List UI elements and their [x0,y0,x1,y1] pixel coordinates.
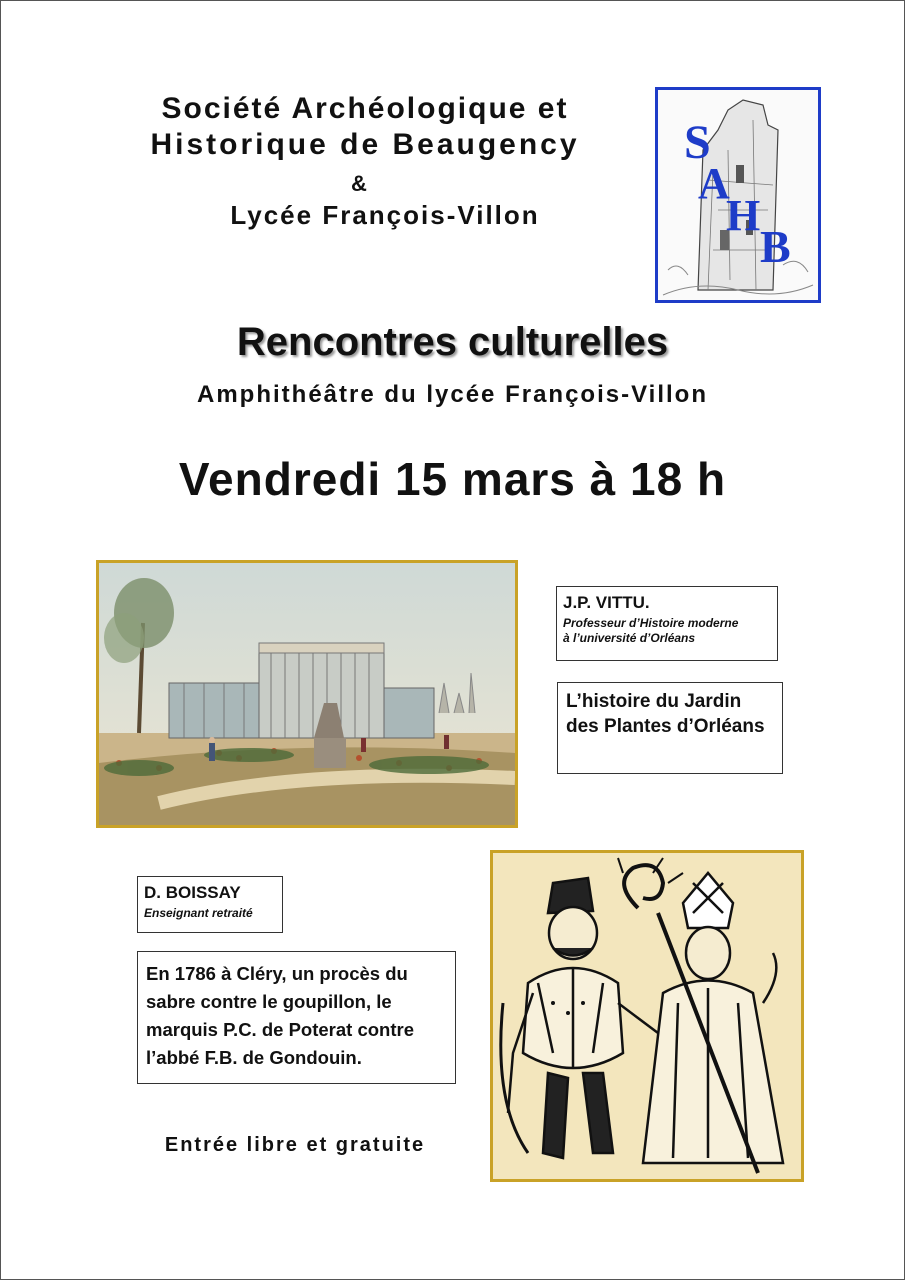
talk-title-line: sabre contre le goupillon, le [146,991,392,1012]
speaker-name: J.P. VITTU. [563,593,650,612]
speaker-role-line2: à l’université d’Orléans [563,631,696,645]
jardin-des-plantes-illustration [96,560,518,828]
speaker-role: Enseignant retraité [144,906,253,920]
event-title: Rencontres culturelles [236,320,669,364]
speaker-role-line1: Professeur d’Histoire moderne [563,616,739,630]
speaker-name: D. BOISSAY [144,883,241,902]
talk-title-line: marquis P.C. de Poterat contre [146,1019,414,1040]
event-date: Vendredi 15 mars à 18 h [178,453,727,505]
speaker-card-boissay [137,876,283,933]
caricature-illustration [490,850,804,1182]
talk-title-line2: des Plantes d’Orléans [566,716,765,737]
talk-title-line: En 1786 à Cléry, un procès du [146,963,408,984]
event-venue: Amphithéâtre du lycée François-Villon [197,381,708,408]
speaker-card-vittu [556,586,778,661]
talk-title-line1: L’histoire du Jardin [566,691,742,712]
logo-letter-h: H [726,191,761,240]
logo-letter-s: S [684,116,711,169]
ampersand: & [351,171,369,196]
lycee-name: Lycée François-Villon [230,200,540,230]
talk-title-line: l’abbé F.B. de Gondouin. [146,1047,362,1068]
logo-letter-a: A [698,159,730,208]
sahb-logo [655,87,821,303]
tower-sketch [658,90,818,300]
talk-title-clery [137,951,456,1084]
logo-letter-b: B [760,221,791,272]
admission-note: Entrée libre et gratuite [164,1134,426,1156]
org-name-line2: Historique de Beaugency [150,128,580,161]
talk-title-jardin [557,682,783,774]
org-name-line1: Société Archéologique et [161,92,569,125]
